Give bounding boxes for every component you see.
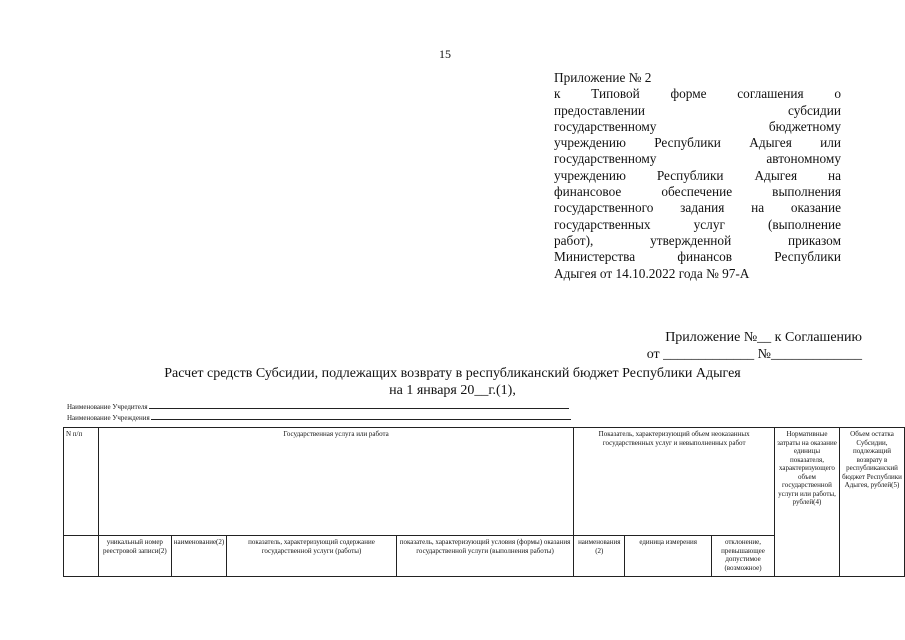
document-title [90,365,815,399]
appendix-line: государственных услуг (выполнение [554,216,841,232]
header-service: Государственная услуга или работа [98,428,573,536]
name-fields [67,401,571,423]
refund-calculation-table [63,427,905,577]
appendix-line: предоставлении субсидии [554,102,841,118]
subheader-name: наименование(2) [171,536,226,577]
agreement-date-number: от _____________ №_____________ [646,347,862,362]
founder-field [67,401,571,412]
header-balance: Объем остатка Субсидии, подлежащий возврату в республиканский бюджет Республики Адыгея, рублей(5) [839,428,904,577]
appendix-line: государственного задания на оказание [554,200,841,216]
agreement-appendix-number: Приложение №__ к Соглашению [665,330,862,345]
appendix-line: учреждению Республики Адыгея на [554,167,841,183]
institution-underline[interactable] [151,412,571,420]
appendix-line: Адыгея от 14.10.2022 года № 97-А [554,265,750,281]
subheader-unit: единица измерения [625,536,712,577]
founder-label: Наименование Учредителя [67,403,148,411]
institution-label: Наименование Учреждения [67,414,150,422]
founder-underline[interactable] [149,401,569,409]
subheader-conditions-indicator: показатель, характеризующий условия (формы) оказания государственной услуги (выполнения работы) [396,536,574,577]
header-indicator: Показатель, характеризующий объем неоказанных государственных услуг и невыполненных работ [574,428,775,536]
header-normative-costs: Нормативные затраты на оказание единицы показателя, характеризующего объем государственной услуги или работы, рублей(4) [774,428,839,577]
title-line-2: на 1 января 20__г.(1), [389,383,516,398]
appendix-line: учреждению Республики Адыгея или [554,135,841,151]
header-number: N п/п [64,428,99,536]
appendix-line: Министерства финансов Республики [554,249,841,265]
appendix-line: государственному бюджетному [554,118,841,134]
appendix-line: Приложение № 2 [554,70,652,85]
page-number: 15 [439,47,451,61]
empty-cell [64,536,99,577]
appendix-line: работ), утвержденной приказом [554,232,841,248]
agreement-reference [560,329,862,363]
appendix-line: к Типовой форме соглашения о [554,86,841,102]
subheader-indicator-name: наименования (2) [574,536,625,577]
institution-field [67,412,571,423]
subheader-unique-number: уникальный номер реестровой записи(2) [98,536,171,577]
appendix-header [554,70,841,282]
appendix-line: государственному автономному [554,151,841,167]
appendix-line: финансовое обеспечение выполнения [554,184,841,200]
title-line-1: Расчет средств Субсидии, подлежащих возврату в республиканский бюджет Республики Адыгея [164,366,741,381]
subheader-content-indicator: показатель, характеризующий содержание государственной услуги (работы) [227,536,397,577]
subheader-deviation: отклонение, превышающее допустимое (возможное) [712,536,775,577]
